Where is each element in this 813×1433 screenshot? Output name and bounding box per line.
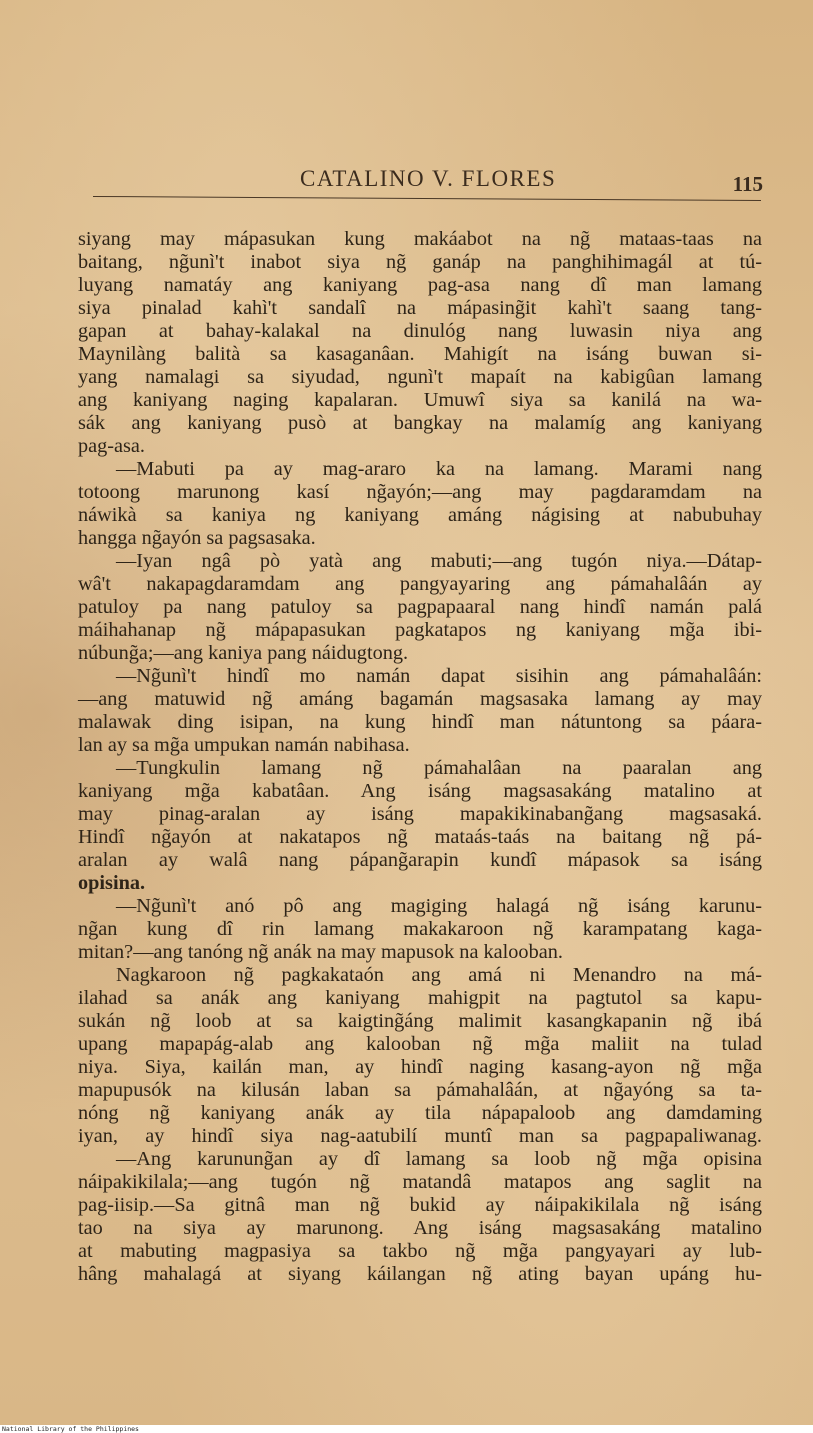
text-line: iyan, ay hindî siya nag-aatubilí muntî man sa pagpapaliwanag. [78,1125,762,1147]
text-line: sukán ng̃ loob at sa kaigting̃áng malimit kasangkapanin ng̃ ibá [78,1010,762,1032]
text-line: lan ay sa mg̃a umpukan namán nabihasa. [78,734,410,756]
text-line: kaniyang mg̃a kabatâan. Ang isáng magsasakáng matalino at [78,780,762,802]
text-line: ng̃an kung dî rin lamang makakaroon ng̃ karampatang kaga- [78,918,762,940]
text-line: malawak ding isipan, na kung hindî man nátuntong sa páara- [78,711,762,733]
text-line: náwikà sa kaniya ng kaniyang amáng nágising at nabubuhay [78,504,762,526]
text-line: yang namalagi sa siyudad, ngunì't mapaít na kabigûan lamang [78,366,762,388]
text-line: Nagkaroon ng̃ pagkakataón ang amá ni Menandro na má- [116,964,762,986]
header-rule [93,196,761,201]
text-line: may pinag-aralan ay isáng mapakikinabang̃ang magsasaká. [78,803,762,825]
text-line: pag-iisip.—Sa gitnâ man ng̃ bukid ay náipakikilala ng̃ isáng [78,1194,762,1216]
text-line: gapan at bahay-kalakal na dinulóg nang luwasin niya ang [78,320,762,342]
text-line: —Ang karunung̃an ay dî lamang sa loob ng̃ mg̃a opisina [116,1148,762,1170]
text-line: mitan?—ang tanóng ng̃ anák na may mapusok na kalooban. [78,941,563,963]
text-line: Hindî ng̃ayón at nakatapos ng̃ mataás-taás na baitang ng̃ pá- [78,826,762,848]
text-line: núbung̃a;—ang kaniya pang náidugtong. [78,642,409,664]
text-line: —Tungkulin lamang ng̃ pámahalâan na paaralan ang [116,757,762,779]
text-line: máihahanap ng̃ mápapasukan pagkatapos ng kaniyang mg̃a ibi- [78,619,762,641]
page-header [300,166,763,196]
text-line: siyang may mápasukan kung makáabot na ng̃ mataas-taas na [78,228,762,250]
text-line: hâng mahalagá at siyang káilangan ng̃ ating bayan upáng hu- [78,1263,762,1285]
text-line: aralan ay walâ nang pápang̃arapin kundî mápasok sa isáng [78,849,762,871]
text-line: —ang matuwid ng̃ amáng bagamán magsasaka lamang ay may [78,688,762,710]
text-line: baitang, ng̃unì't inabot siya ng̃ ganáp na panghihimagál at tú- [78,251,762,273]
text-line: —Iyan ngâ pò yatà ang mabuti;—ang tugón niya.—Dátap- [116,550,762,572]
text-line: náipakikilala;—ang tugón ng̃ matandâ matapos ang saglit na [78,1171,762,1193]
text-line: luyang namatáy ang kaniyang pag-asa nang dî man lamang [78,274,762,296]
text-line: mapupusók na kilusán laban sa pámahalâán, at ng̃ayóng sa ta- [78,1079,762,1101]
body-text [78,228,762,1286]
text-line: totoong marunong kasí ng̃ayón;—ang may pagdaramdam na [78,481,762,503]
running-title: CATALINO V. FLORES [300,166,557,191]
text-line: wâ't nakapagdaramdam ang pangyayaring ang pámahalâán ay [78,573,762,595]
text-line: opisina. [78,872,146,894]
text-line: at mabuting magpasiya sa takbo ng̃ mg̃a pangyayari ay lub- [78,1240,762,1262]
library-credit: National Library of the Philippines [2,1425,139,1433]
text-line: upang mapapág-alab ang kalooban ng̃ mg̃a maliit na tulad [78,1033,762,1055]
text-line: hangga ng̃ayón sa pagsasaka. [78,527,316,549]
text-line: tao na siya ay marunong. Ang isáng magsasakáng matalino [78,1217,762,1239]
text-line: pag-asa. [78,435,146,457]
text-line: patuloy pa nang patuloy sa pagpapaaral nang hindî namán palá [78,596,762,618]
text-line: nóng ng̃ kaniyang anák ay tila nápapaloob ang damdaming [78,1102,762,1124]
page-number: 115 [732,172,763,196]
text-line: ang kaniyang naging kapalaran. Umuwî siya sa kanilá na wa- [78,389,762,411]
text-line: ilahad sa anák ang kaniyang mahigpit na pagtutol sa kapu- [78,987,762,1009]
text-line: sák ang kaniyang pusò at bangkay na malamíg ang kaniyang [78,412,762,434]
text-line: —Mabuti pa ay mag-araro ka na lamang. Marami nang [116,458,762,480]
text-line: Maynilàng balità sa kasaganâan. Mahigít na isáng buwan si- [78,343,762,365]
scan-footer [0,1425,813,1433]
text-line: —Ng̃unì't anó pô ang magiging halagá ng̃ isáng karunu- [116,895,762,917]
text-line: niya. Siya, kailán man, ay hindî naging kasang-ayon ng̃ mg̃a [78,1056,762,1078]
text-line: —Ng̃unì't hindî mo namán dapat sisihin ang pámahalâán: [116,665,762,687]
text-line: siya pinalad kahì't sandalî na mápasing̃it kahì't saang tang- [78,297,762,319]
